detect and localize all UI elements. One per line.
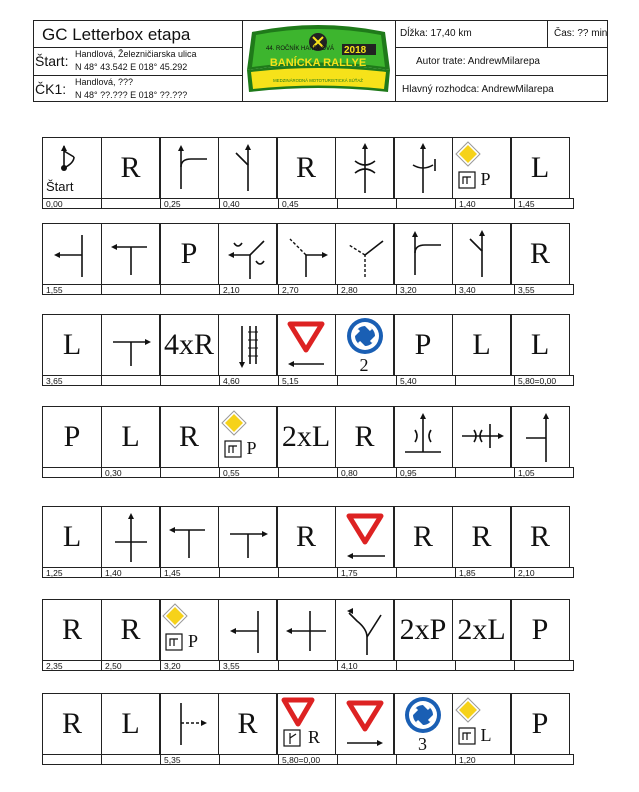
instruction-text: R — [178, 420, 199, 453]
curve-left-right-icon — [161, 139, 217, 197]
tulip-cell — [101, 137, 161, 199]
instruction-text: R — [412, 520, 433, 553]
t-dashed-right-icon — [161, 695, 217, 753]
distance-cell — [455, 467, 515, 478]
distance-cell — [160, 284, 220, 295]
instruction-text: R — [295, 520, 316, 553]
distance-cell: 1,05 — [514, 467, 574, 478]
distance-cell — [219, 754, 279, 765]
tulip-cell — [218, 137, 278, 199]
distance-cell — [514, 754, 574, 765]
ck-coords: N 48° ??.??? E 018° ??.??? — [75, 90, 188, 100]
distance-cell: 2,35 — [42, 660, 102, 671]
instruction-text: R — [471, 520, 492, 553]
route-time: Čas: ?? min — [554, 28, 608, 39]
distance-cell — [101, 375, 161, 386]
tulip-cell — [159, 223, 219, 285]
distance-cell: 1,40 — [101, 567, 161, 578]
distance-cell — [337, 754, 397, 765]
tulip-cell — [276, 223, 336, 285]
tulip-cell — [276, 406, 336, 468]
y-curve-icon — [337, 601, 393, 659]
distance-cell: 1,20 — [455, 754, 515, 765]
tulip-cell — [393, 599, 453, 661]
distance-cell — [219, 567, 279, 578]
distance-cell: 0,25 — [160, 198, 220, 209]
distance-cell: 0,45 — [278, 198, 338, 209]
bridge-h-icon — [454, 408, 510, 466]
yield-left-icon — [278, 316, 334, 374]
yield-big-left-icon — [337, 508, 393, 566]
logo-sub: MEDZINÁRODNÁ MOTOTURISTICKÁ SÚŤAŽ — [273, 78, 363, 83]
distance-cell — [396, 754, 456, 765]
tulip-cell — [452, 137, 512, 199]
tulip-cell — [335, 314, 395, 376]
distance-cell: 1,55 — [42, 284, 102, 295]
tulip-cell — [101, 223, 161, 285]
tulip-cell — [335, 506, 395, 568]
t-left-icon — [44, 225, 100, 283]
cross-left-icon — [278, 601, 334, 659]
route-length: Dĺžka: 17,40 km — [400, 28, 472, 39]
instruction-text: L — [62, 520, 82, 553]
priority-sign-label: P — [246, 438, 257, 458]
tulip-cell — [218, 314, 278, 376]
instruction-text: R — [61, 613, 82, 646]
page-title: GC Letterbox etapa — [42, 25, 191, 44]
distance-cell: 0,95 — [396, 467, 456, 478]
route-author: Autor trate: AndrewMilarepa — [416, 56, 540, 67]
yield-sign — [278, 696, 334, 752]
t-right-icon — [220, 508, 276, 566]
yield-right-arrow-icon — [337, 695, 393, 753]
priority-road-sign — [454, 140, 510, 196]
distance-cell — [42, 754, 102, 765]
tulip-cell — [276, 137, 336, 199]
tulip-cell — [452, 406, 512, 468]
tulip-cell — [335, 693, 395, 755]
instruction-text: P — [414, 328, 432, 361]
distance-cell — [396, 567, 456, 578]
distance-cell: 1,25 — [42, 567, 102, 578]
tulip-cell — [218, 506, 278, 568]
tulip-cell — [335, 406, 395, 468]
distance-cell — [396, 660, 456, 671]
tulip-cell — [276, 314, 336, 376]
tulip-cell — [218, 693, 278, 755]
t-right-icon — [103, 316, 159, 374]
tulip-cell — [101, 406, 161, 468]
tulip-cell — [42, 693, 102, 755]
tulip-row-7 — [42, 693, 582, 765]
tulip-cell — [393, 693, 453, 755]
header-box — [33, 20, 608, 102]
distance-cell: 3,20 — [160, 660, 220, 671]
distance-cell: 2,80 — [337, 284, 397, 295]
instruction-text: R — [529, 520, 550, 553]
tulip-cell — [42, 599, 102, 661]
instruction-text: L — [530, 328, 550, 361]
tulip-cell — [510, 223, 570, 285]
distance-cell: 3,40 — [455, 284, 515, 295]
start-label: Štart: — [35, 53, 69, 69]
instruction-text: R — [120, 151, 141, 184]
tulip-cell — [42, 223, 102, 285]
instruction-text: P — [63, 420, 81, 453]
tulip-cell — [218, 406, 278, 468]
tulip-cell — [510, 137, 570, 199]
priority-sign-label: L — [480, 725, 492, 745]
tulip-cell — [335, 137, 395, 199]
instruction-text: L — [121, 707, 140, 740]
rail-road-icon — [220, 316, 276, 374]
instruction-text: R — [295, 151, 316, 184]
tulip-cell — [101, 599, 161, 661]
distance-cell — [101, 198, 161, 209]
bridge-right-icon — [395, 139, 451, 197]
instruction-text: P — [180, 237, 198, 270]
distance-cell — [160, 467, 220, 478]
distance-cell — [455, 375, 515, 386]
tulip-cell — [276, 506, 336, 568]
tulip-cell — [452, 693, 512, 755]
distance-cell: 1,85 — [455, 567, 515, 578]
distance-cell — [160, 375, 220, 386]
tulip-cell — [510, 406, 570, 468]
tulip-cell — [510, 314, 570, 376]
tulip-cell — [393, 314, 453, 376]
tulip-cell — [393, 506, 453, 568]
distance-cell: 1,45 — [514, 198, 574, 209]
tulip-cell — [393, 137, 453, 199]
ck-place: Handlová, ??? — [75, 77, 134, 87]
distance-cell: 5,40 — [396, 375, 456, 386]
y-dashed-left-icon — [337, 225, 393, 283]
distance-cell — [337, 198, 397, 209]
chief-judge: Hlavný rozhodca: AndrewMilarepa — [402, 84, 554, 95]
start-place: Handlová, Železničiarska ulica — [75, 49, 197, 59]
distance-cell: 0,40 — [219, 198, 279, 209]
priority-road-sign — [161, 602, 217, 658]
tulip-cell — [335, 223, 395, 285]
tulip-cell — [452, 223, 512, 285]
distance-cell — [278, 660, 338, 671]
tulip-cell — [101, 506, 161, 568]
tulip-cell — [393, 223, 453, 285]
tulip-cell — [159, 137, 219, 199]
yield-sign-label: R — [308, 727, 321, 747]
instruction-text: 4xR — [163, 328, 214, 361]
tulip-cell — [510, 599, 570, 661]
distance-cell: 4,10 — [337, 660, 397, 671]
fork-left-icon — [454, 225, 510, 283]
tulip-cell — [276, 693, 336, 755]
tulip-cell — [452, 599, 512, 661]
tulip-row-4 — [42, 406, 582, 478]
distance-cell: 4,60 — [219, 375, 279, 386]
instruction-text: R — [61, 707, 82, 740]
distance-cell: 5,35 — [160, 754, 220, 765]
distance-cell: 5,15 — [278, 375, 338, 386]
priority-road-sign — [220, 409, 276, 465]
tulip-cell — [452, 506, 512, 568]
banicka-rallye-logo — [242, 24, 395, 99]
distance-cell: 0,80 — [337, 467, 397, 478]
distance-cell: 0,30 — [101, 467, 161, 478]
tulip-cell — [218, 223, 278, 285]
curve-left-right-icon — [395, 225, 451, 283]
distance-cell — [101, 754, 161, 765]
instruction-text: R — [529, 237, 550, 270]
tulip-cell — [452, 314, 512, 376]
tulip-row-3 — [42, 314, 582, 386]
tulip-cell — [335, 599, 395, 661]
tulip-cell — [393, 406, 453, 468]
distance-cell: 3,55 — [514, 284, 574, 295]
instruction-text: L — [62, 328, 82, 361]
logo-top-text: 44. ROČNÍK HANDLOVÁ — [266, 46, 335, 52]
distance-cell: 2,10 — [219, 284, 279, 295]
tulip-cell — [101, 693, 161, 755]
bridge-up-icon — [395, 408, 451, 466]
logo-year: 2018 — [344, 45, 367, 56]
tulip-cell — [510, 693, 570, 755]
instruction-text: P — [531, 707, 549, 740]
distance-cell: 0,55 — [219, 467, 279, 478]
fork-left-icon — [220, 139, 276, 197]
instruction-text: R — [237, 707, 258, 740]
distance-cell: 3,65 — [42, 375, 102, 386]
priority-sign-label: P — [188, 631, 199, 651]
t-left-icon — [220, 601, 276, 659]
bridge-icon — [337, 139, 393, 197]
priority-sign-label: P — [480, 169, 491, 189]
roundabout-exit: 2 — [359, 355, 369, 375]
distance-cell — [278, 567, 338, 578]
tulip-row-1 — [42, 137, 582, 209]
instruction-text: L — [530, 151, 550, 184]
distance-cell — [337, 375, 397, 386]
start-coords: N 48° 43.542 E 018° 45.292 — [75, 62, 188, 72]
distance-cell — [514, 660, 574, 671]
distance-cell: 1,45 — [160, 567, 220, 578]
instruction-text: P — [531, 613, 549, 646]
distance-cell — [42, 467, 102, 478]
distance-cell — [278, 467, 338, 478]
roundabout-sign — [337, 316, 393, 374]
tulip-cell — [159, 599, 219, 661]
distance-cell: 5,80=0,00 — [278, 754, 338, 765]
tulip-cell — [42, 314, 102, 376]
t-left-arrow-icon — [161, 508, 217, 566]
tulip-cell — [159, 693, 219, 755]
distance-cell: 1,40 — [455, 198, 515, 209]
ck-label: ČK1: — [35, 81, 67, 97]
start-text: Štart — [46, 179, 74, 194]
tulip-cell — [42, 506, 102, 568]
t-left-arrow-icon — [103, 225, 159, 283]
tulip-cell — [276, 599, 336, 661]
junction-bumps-icon — [220, 225, 276, 283]
distance-cell — [455, 660, 515, 671]
instruction-text: 2xL — [457, 613, 506, 646]
tulip-cell — [42, 406, 102, 468]
tulip-cell — [101, 314, 161, 376]
priority-road-sign — [454, 696, 510, 752]
distance-cell — [396, 198, 456, 209]
tulip-cell — [510, 506, 570, 568]
tulip-cell — [159, 406, 219, 468]
start-icon — [44, 139, 100, 197]
distance-cell — [101, 284, 161, 295]
distance-cell: 5,80=0,00 — [514, 375, 574, 386]
instruction-text: 2xL — [281, 420, 331, 453]
instruction-text: L — [121, 420, 140, 453]
instruction-text: L — [472, 328, 491, 361]
distance-cell: 0,00 — [42, 198, 102, 209]
tulip-cell — [42, 137, 102, 199]
distance-cell: 3,20 — [396, 284, 456, 295]
tulip-cell — [218, 599, 278, 661]
tulip-row-6 — [42, 599, 582, 671]
cross-up-left-icon — [103, 508, 159, 566]
instruction-text: 2xP — [399, 613, 447, 646]
instruction-text: R — [354, 420, 375, 453]
roundabout-sign — [395, 695, 451, 753]
tulip-row-5 — [42, 506, 582, 578]
tulip-cell — [159, 506, 219, 568]
cross-up-icon — [512, 408, 568, 466]
instruction-text: R — [120, 613, 141, 646]
distance-cell: 1,75 — [337, 567, 397, 578]
roundabout-exit: 3 — [418, 734, 427, 754]
distance-cell: 2,70 — [278, 284, 338, 295]
distance-cell: 3,55 — [219, 660, 279, 671]
tulip-cell — [159, 314, 219, 376]
y-dashed-right-icon — [278, 225, 334, 283]
logo-name: BANÍCKA RALLYE — [269, 57, 367, 69]
distance-cell: 2,50 — [101, 660, 161, 671]
tulip-row-2 — [42, 223, 582, 295]
distance-cell: 2,10 — [514, 567, 574, 578]
